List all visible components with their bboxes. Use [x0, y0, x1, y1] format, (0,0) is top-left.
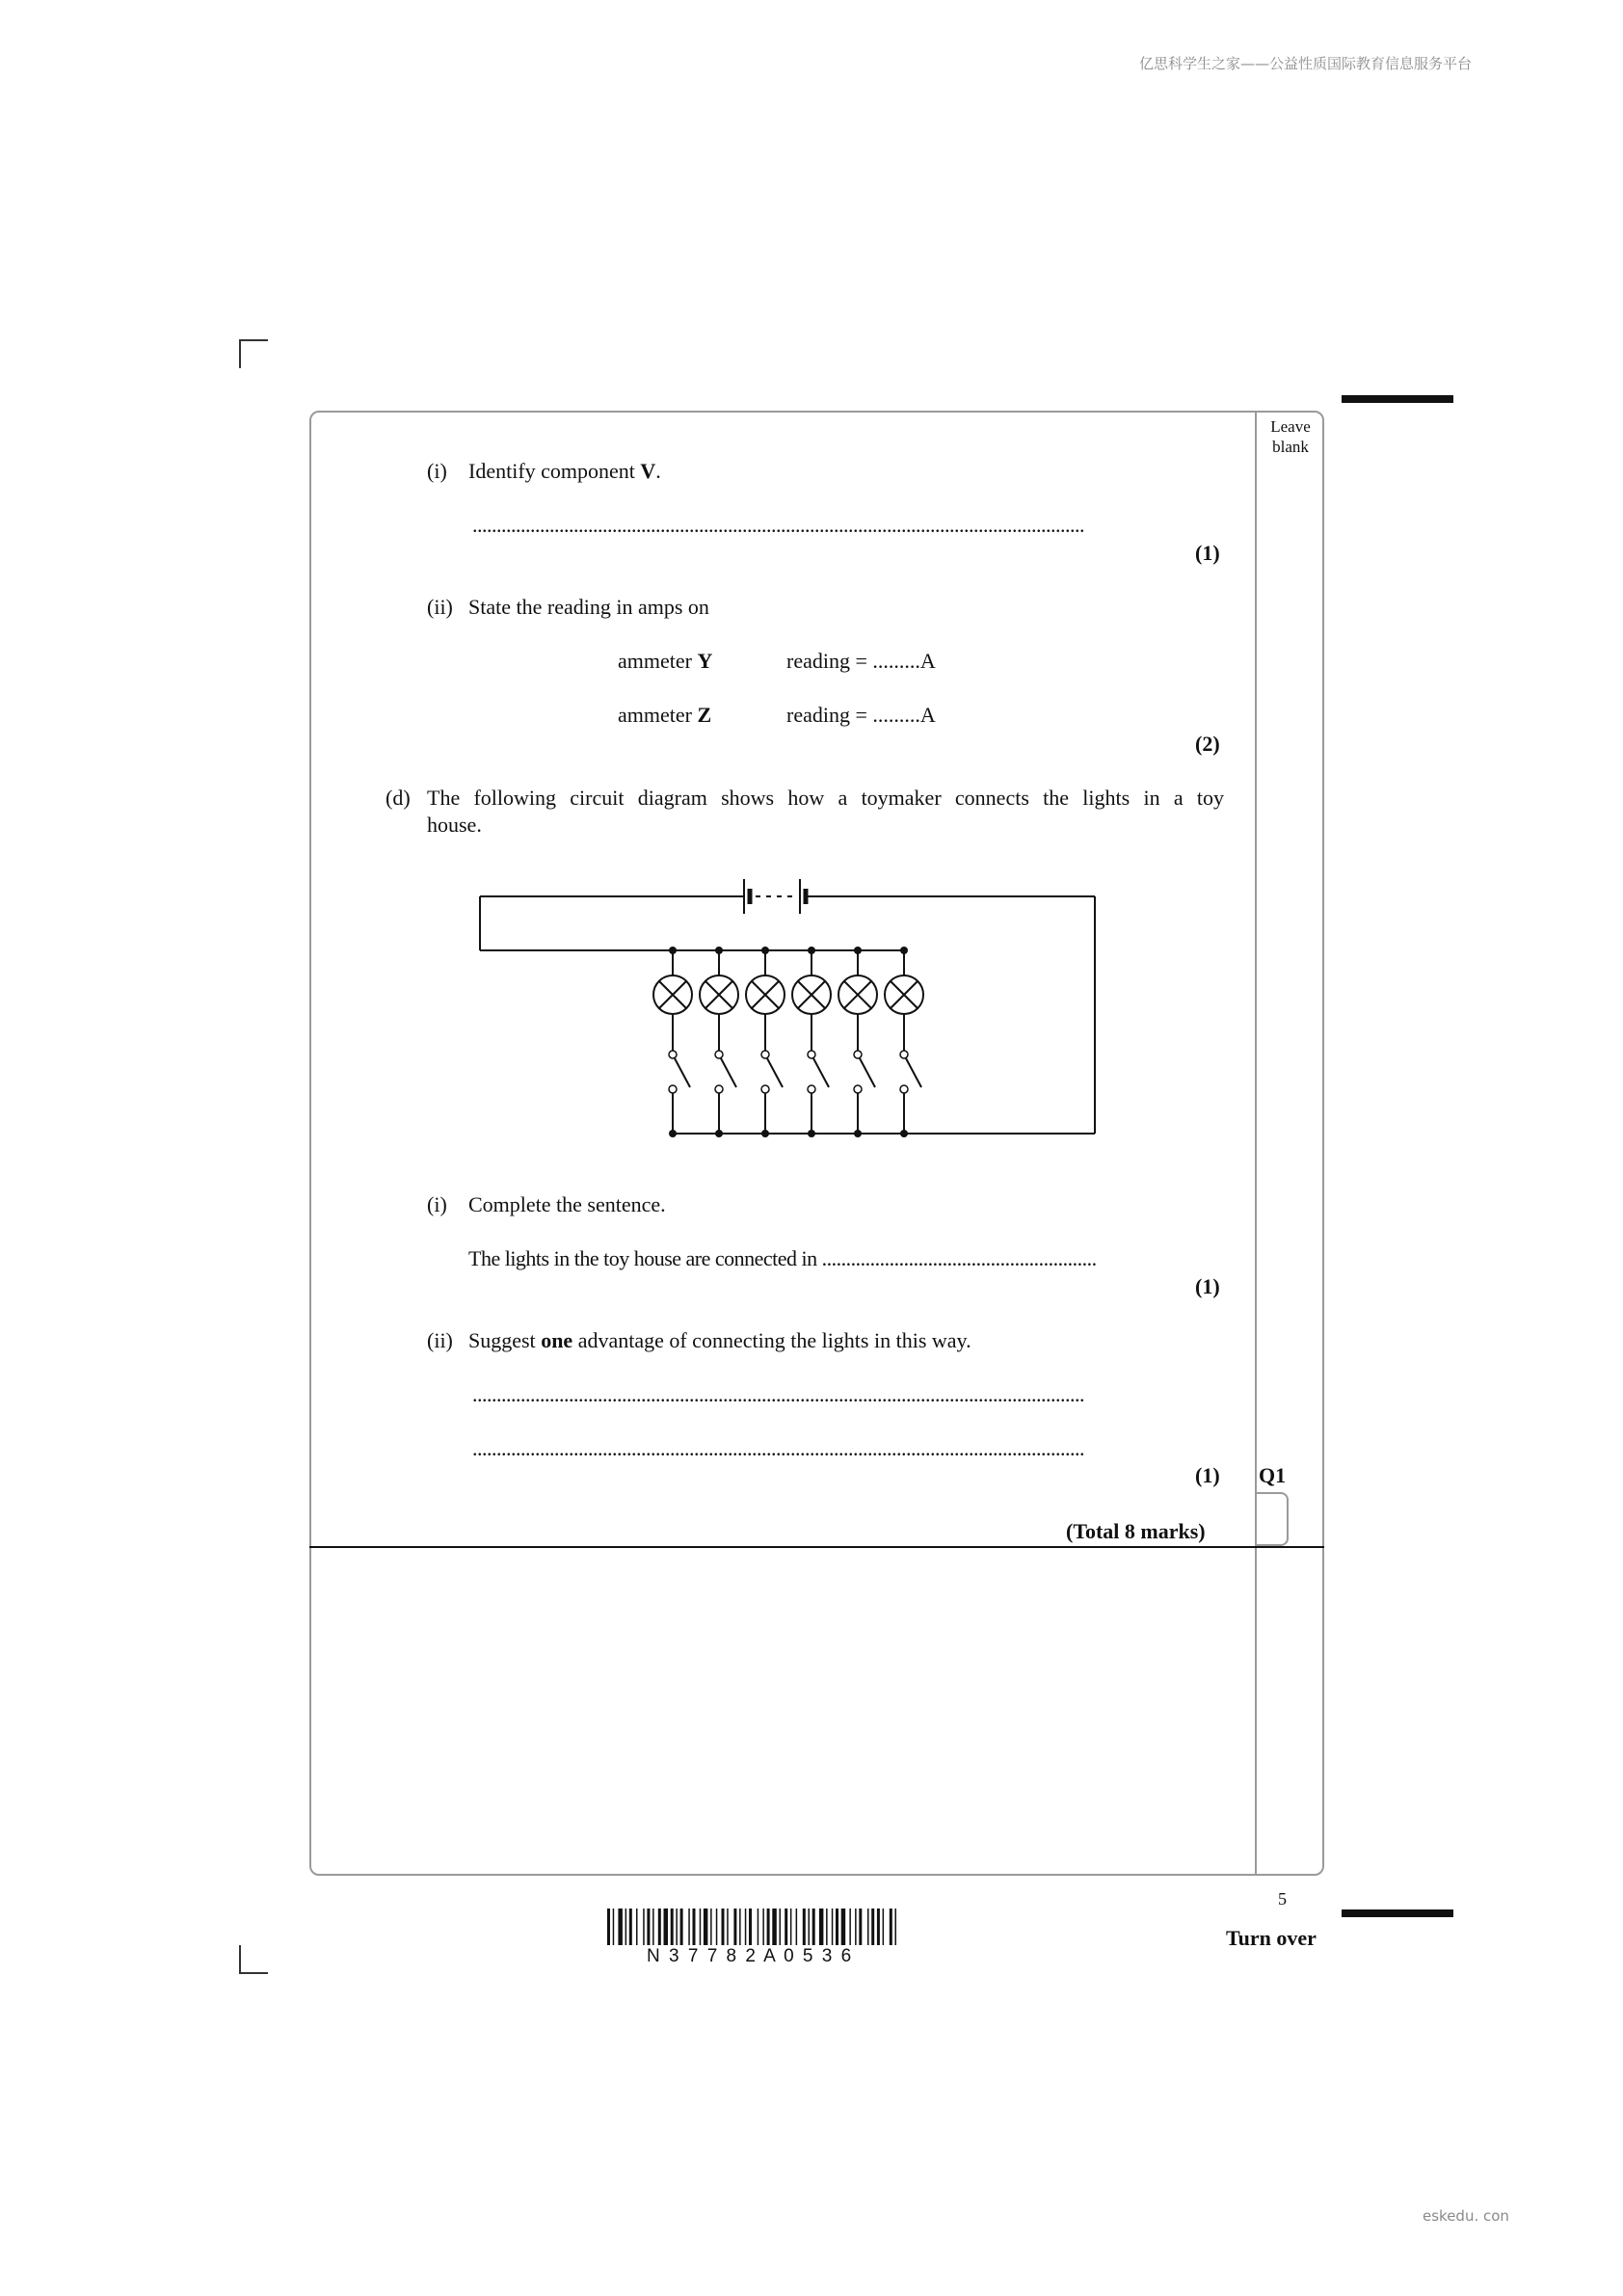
d-label: (d): [386, 786, 411, 810]
barcode-bar: [700, 1909, 702, 1945]
barcode-bar: [826, 1909, 828, 1945]
d-text-line1: The following circuit diagram shows how a toymaker connects the lights in a toy: [427, 786, 1224, 810]
barcode-bar: [727, 1909, 729, 1945]
barcode-bar: [618, 1909, 623, 1945]
barcode-bar: [636, 1909, 638, 1945]
barcode-bar: [704, 1909, 708, 1945]
d-ii-answer-line-1[interactable]: ...............................................................................................................................: [472, 1382, 1084, 1406]
barcode-bar: [855, 1909, 857, 1945]
d-ii-number: (ii): [427, 1328, 453, 1352]
margin-divider: [1255, 412, 1257, 1875]
barcode-bar: [836, 1909, 838, 1945]
barcode-bar: [671, 1909, 674, 1945]
barcode-bar: [693, 1909, 696, 1945]
switch-contact: [761, 1085, 769, 1093]
barcode-bar: [762, 1909, 764, 1945]
crop-mark-bottom-horizontal: [239, 1972, 268, 1974]
barcode-bar: [772, 1909, 777, 1945]
switch-contact: [854, 1051, 862, 1058]
d-i-marks: (1): [1195, 1274, 1220, 1298]
barcode-bar: [883, 1909, 885, 1945]
barcode-bar: [647, 1909, 650, 1945]
barcode-bar: [680, 1909, 683, 1945]
edge-bar-top: [1342, 395, 1453, 403]
switch-contact: [900, 1051, 908, 1058]
page-number: 5: [1278, 1889, 1287, 1909]
switch-contact: [715, 1085, 723, 1093]
ammeter-y-label: ammeter Y: [618, 649, 713, 673]
barcode-bar: [652, 1909, 654, 1945]
d-i-number: (i): [427, 1192, 447, 1216]
junction-bottom: [808, 1130, 815, 1137]
ammeter-z-label: ammeter Z: [618, 703, 712, 727]
barcode-bar: [785, 1909, 787, 1945]
junction-bottom: [715, 1130, 723, 1137]
barcode-bar: [895, 1909, 897, 1945]
d-ii-marks: (1): [1195, 1463, 1220, 1487]
switch-lever: [860, 1058, 875, 1087]
barcode-bar: [819, 1909, 824, 1945]
barcode-bar: [733, 1909, 736, 1945]
c-ii-marks: (2): [1195, 732, 1220, 756]
question-end-rule: [309, 1546, 1324, 1548]
barcode-bar: [790, 1909, 792, 1945]
barcode-bar: [629, 1909, 632, 1945]
barcode-bar: [832, 1909, 834, 1945]
crop-mark-top-horizontal: [239, 339, 268, 341]
battery-symbol: [744, 879, 806, 914]
barcode-bar: [809, 1909, 811, 1945]
turn-over: Turn over: [1226, 1926, 1317, 1950]
barcode-bar: [796, 1909, 798, 1945]
barcode-bar: [664, 1909, 669, 1945]
barcode-bar: [613, 1909, 615, 1945]
barcode: [605, 1909, 1029, 1949]
barcode-bar: [607, 1909, 610, 1945]
c-ii-question: State the reading in amps on: [468, 595, 709, 619]
barcode-bar: [767, 1909, 770, 1945]
leave-blank-label: Leave blank: [1270, 417, 1311, 456]
switch-contact: [808, 1085, 815, 1093]
switch-contact: [669, 1085, 677, 1093]
footer-site: eskedu. con: [1423, 2207, 1509, 2225]
barcode-bar: [812, 1909, 815, 1945]
d-i-question: Complete the sentence.: [468, 1192, 666, 1216]
total-marks: (Total 8 marks): [1066, 1519, 1206, 1543]
ammeter-y-reading[interactable]: reading = .........A: [786, 649, 936, 673]
switch-lever: [906, 1058, 921, 1087]
barcode-bar: [716, 1909, 718, 1945]
ammeter-z-reading[interactable]: reading = .........A: [786, 703, 936, 727]
barcode-bar: [877, 1909, 880, 1945]
barcode-bar: [710, 1909, 712, 1945]
circuit-diagram: [463, 858, 1108, 1147]
barcode-bar: [758, 1909, 759, 1945]
c-i-answer-line[interactable]: ...............................................................................................................................: [472, 513, 1084, 537]
barcode-bar: [890, 1909, 892, 1945]
c-i-question: Identify component V.: [468, 459, 661, 483]
switch-lever: [767, 1058, 783, 1087]
barcode-bar: [658, 1909, 661, 1945]
switch-contact: [669, 1051, 677, 1058]
q1-mark-box[interactable]: [1257, 1492, 1289, 1546]
crop-mark-bottom-vertical: [239, 1945, 241, 1974]
switch-contact: [900, 1085, 908, 1093]
switch-lever: [721, 1058, 736, 1087]
c-ii-number: (ii): [427, 595, 453, 619]
c-i-marks: (1): [1195, 541, 1220, 565]
barcode-bar: [688, 1909, 690, 1945]
junction-bottom: [761, 1130, 769, 1137]
d-i-sentence[interactable]: The lights in the toy house are connected in .........................................................: [468, 1246, 1097, 1270]
barcode-bar: [849, 1909, 851, 1945]
c-i-number: (i): [427, 459, 447, 483]
d-text-line2: house.: [427, 813, 482, 837]
barcode-number: N 3 7 7 8 2 A 0 5 3 6: [647, 1946, 854, 1966]
barcode-bar: [871, 1909, 874, 1945]
edge-bar-bottom: [1342, 1909, 1453, 1917]
switch-contact: [854, 1085, 862, 1093]
barcode-bar: [745, 1909, 747, 1945]
header-watermark: 亿思科学生之家——公益性质国际教育信息服务平台: [1139, 55, 1473, 72]
barcode-bar: [676, 1909, 678, 1945]
junction-bottom: [900, 1130, 908, 1137]
crop-mark-top-vertical: [239, 339, 241, 368]
d-ii-answer-line-2[interactable]: ...............................................................................................................................: [472, 1436, 1084, 1460]
barcode-bar: [722, 1909, 725, 1945]
switch-contact: [715, 1051, 723, 1058]
barcode-bar: [643, 1909, 645, 1945]
switch-lever: [813, 1058, 829, 1087]
barcode-bar: [739, 1909, 741, 1945]
switch-contact: [808, 1051, 815, 1058]
junction-bottom: [669, 1130, 677, 1137]
q1-label: Q1: [1259, 1463, 1287, 1487]
barcode-bar: [859, 1909, 862, 1945]
barcode-bar: [625, 1909, 627, 1945]
barcode-bar: [867, 1909, 869, 1945]
barcode-bar: [749, 1909, 752, 1945]
d-ii-question: Suggest one advantage of connecting the lights in this way.: [468, 1328, 971, 1352]
barcode-bar: [841, 1909, 846, 1945]
junction-bottom: [854, 1130, 862, 1137]
switch-contact: [761, 1051, 769, 1058]
switch-lever: [675, 1058, 690, 1087]
barcode-bar: [780, 1909, 782, 1945]
barcode-bar: [803, 1909, 806, 1945]
